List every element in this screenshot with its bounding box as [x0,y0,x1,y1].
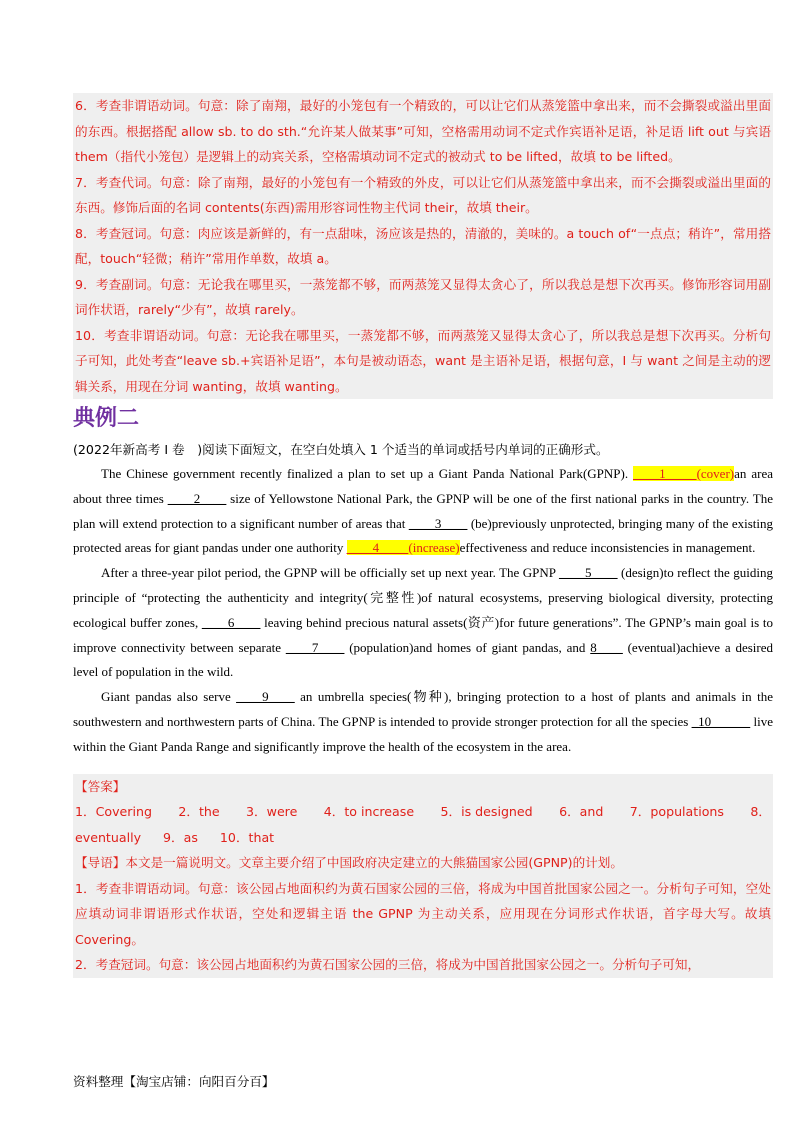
passage-text: (eventual)achieve a desired level of population in the wild. [73,639,773,680]
passage [73,462,773,760]
answer-item: 7．populations [629,804,724,820]
blank-8: 8____ [590,639,623,655]
explanation-box-top [73,93,773,399]
answer-item: 2．the [178,804,220,820]
answer-item: 4．to increase [323,804,415,820]
explanation-9: 9．考查副词。句意：无论我在哪里买，一蒸笼都不够，而两蒸笼又显得太贪心了，所以我总是想下次再买。修饰形容词用副词作状语，rarely“少有”，故填 rarely。 [75,276,771,317]
answer-item: 6．and [559,804,604,820]
page-content [73,93,773,978]
passage-text: live within the Giant Panda Range and significantly improve the health of the ecosystem in the area. [73,713,773,754]
passage-text: After a three-year pilot period, the GPNP will be officially set up next year. The GPNP [101,565,560,581]
explanation-1: 1．考查非谓语动词。句意：该公园占地面积约为黄石国家公园的三倍，将成为中国首批国家公园之一。分析句子可知，空处应填动词非谓语形式作状语，空处和逻辑主语 the GPNP 为主动关系，应用现在分词形式作状语，首字母大写。故填 Covering。 [75,880,771,947]
passage-paragraph-2 [73,561,773,685]
answer-item: 10．that [219,829,275,845]
passage-paragraph-1 [73,462,773,561]
hint-1: (cover) [696,466,735,481]
passage-text: effectiveness and reduce inconsistencies in management. [459,540,756,556]
answer-item: 3．were [246,804,298,820]
blank-1-highlight [633,466,734,481]
blank-7: ____7____ [285,639,345,655]
blank-10: _10______ [691,713,751,729]
section-heading: 典例二 [73,406,140,431]
answer-item: eventually [75,829,142,845]
explanation-2: 2．考查冠词。句意：该公园占地面积约为黄石国家公园的三倍，将成为中国首批国家公园之一。分析句子可知， [75,957,701,973]
explanation-6: 6．考查非谓语动词。句意：除了南翔，最好的小笼包有一个精致的，可以让它们从蒸笼篮中拿出来，而不会撕裂或溢出里面的东西。根据搭配 allow sb. to do sth.“允许某人做某事”可知，空格需用动词不定式作宾语补足语，补足语 lift out 与宾语 them（指代小笼包）是逻辑上的动宾关系，空格需填动词不定式的被动式 to be lifted，故填 to be lifted。 [75,98,771,164]
passage-paragraph-3 [73,685,773,759]
answer-item: 5．is designed [440,804,533,820]
passage-text: (population)and homes of giant pandas, and [344,639,591,655]
blank-3: ____3____ [408,515,468,531]
blank-4-highlight [347,540,460,555]
answer-box [73,774,773,978]
passage-text: an umbrella species(物种), bringing protection to a host of plants and animals in the southwestern and northwestern parts of China. The GPNP is intended to provide stronger protection for all the species [73,689,773,729]
passage-text: leaving behind precious natural assets(资产)for future generations”. The GPNP’s main goal is to improve connectivity between separate [73,614,773,655]
answer-list-row-2 [75,825,771,851]
blank-6: ____6____ [201,614,261,630]
blank-5: ____5____ [559,565,618,581]
source-line: (2022年新高考 I 卷 )阅读下面短文，在空白处填入 1 个适当的单词或括号内单词的正确形式。 [73,442,609,457]
passage-text: Giant pandas also serve [101,689,237,705]
blank-1: ____1____ [633,466,697,481]
explanation-10: 10．考查非谓语动词。句意：无论我在哪里买，一蒸笼都不够，而两蒸笼又显得太贪心了，所以我总是想下次再买。分析句子可知，此处考查“leave sb.+宾语补足语”，本句是被动语态，want 是主语补足语，根据句意，I 与 want 之间是主动的逻辑关系，用现在分词 wanting，故填 wanting。 [75,327,771,394]
answer-item: 1．Covering [75,804,152,820]
hint-4: (increase) [408,540,460,556]
passage-text: (design)to reflect the guiding principle of “protecting the authenticity and integrity(完整性)of natural ecosystems, preserving biological diversity, protecting ecological buffer zones, [73,565,774,630]
passage-text: (be)previously unprotected, bringing many of the existing protected areas for giant pandas under one authority [73,515,774,556]
footer-source: 资料整理【淘宝店铺：向阳百分百】 [73,1074,275,1089]
blank-9: ____9____ [236,689,295,705]
passage-text: size of Yellowstone National Park, the GPNP will be one of the first national parks in the country. The plan will extend protection to a significant number of areas that [73,490,774,531]
passage-text: an area about three times [73,466,773,506]
answer-title: 【答案】 [75,778,126,794]
blank-2: ____2____ [167,490,227,506]
explanation-8: 8．考查冠词。句意：肉应该是新鲜的，有一点甜味，汤应该是热的，清澈的，美味的。a touch of“一点点；稍许”，常用搭配，touch“轻微；稍许”常用作单数，故填 a。 [75,225,771,266]
answer-item: 8． [750,804,771,820]
passage-text: The Chinese government recently finalized a plan to set up a Giant Panda National Park(GPNP). [101,466,634,481]
answer-list-row-1 [75,799,771,825]
guide-text: 【导语】本文是一篇说明文。文章主要介绍了中国政府决定建立的大熊猫国家公园(GPNP)的计划。 [75,855,623,871]
blank-4: ____4____ [346,540,409,556]
answer-item: 9．as [163,829,198,845]
explanation-7: 7．考查代词。句意：除了南翔，最好的小笼包有一个精致的外皮，可以让它们从蒸笼篮中拿出来，而不会撕裂或溢出里面的东西。修饰后面的名词 contents(东西)需用形容词性物主代词 their，故填 their。 [75,174,771,215]
